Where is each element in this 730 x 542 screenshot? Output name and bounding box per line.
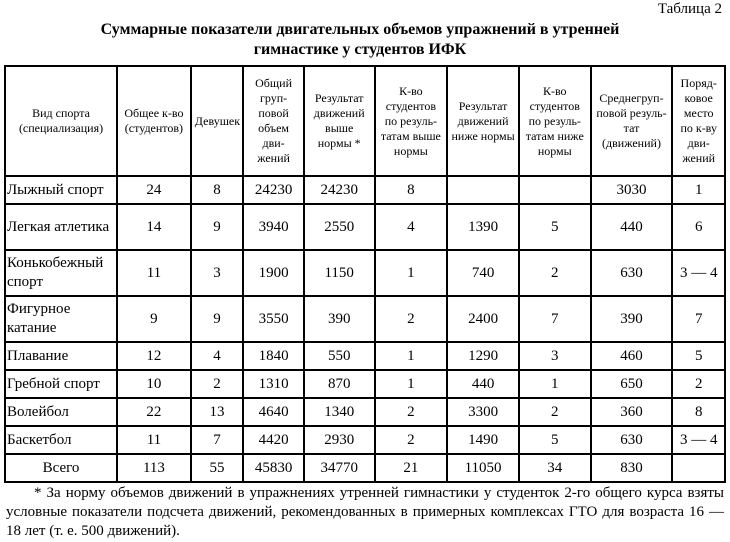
table-cell: 24230	[304, 176, 375, 204]
sport-name-cell: Легкая атлетика	[5, 204, 117, 250]
table-cell: 2930	[304, 426, 375, 454]
table-cell: 9	[191, 204, 244, 250]
table-cell: 7	[191, 426, 244, 454]
table-cell: 3 — 4	[672, 250, 725, 296]
table-cell	[447, 176, 519, 204]
total-cell: 11050	[447, 454, 519, 482]
table-number-label: Таблица 2	[657, 1, 722, 17]
table-cell: 1	[375, 370, 448, 398]
header-cell-students-above: К-во студентов по резуль-татам выше нормы	[375, 66, 448, 176]
table-cell: 390	[591, 296, 673, 342]
sport-name-cell: Конькобежный спорт	[5, 250, 117, 296]
table-cell: 2	[191, 370, 244, 398]
sport-name-cell: Волейбол	[5, 398, 117, 426]
table-title	[40, 20, 680, 60]
table-cell: 740	[447, 250, 519, 296]
table-cell: 870	[304, 370, 375, 398]
table-cell: 1840	[243, 342, 304, 370]
table-cell: 2	[672, 370, 725, 398]
table-cell: 1290	[447, 342, 519, 370]
table-cell: 8	[375, 176, 448, 204]
table-cell: 13	[191, 398, 244, 426]
table-cell: 650	[591, 370, 673, 398]
table-cell: 3	[519, 342, 591, 370]
sport-name-cell: Лыжный спорт	[5, 176, 117, 204]
table-cell: 3030	[591, 176, 673, 204]
table-cell: 1340	[304, 398, 375, 426]
table-cell: 1	[519, 370, 591, 398]
footnote: * За норму объемов движений в упражнениях утренней гимнастики у студенток 2-го общего курса взяты условные показатели подсчета движений, рекомендованных в примерных комплексах ГТО для возраста 16 — 18 лет (т. е. 500 движений).	[6, 485, 724, 539]
table-row	[5, 426, 725, 454]
sport-name-cell: Фигурное катание	[5, 296, 117, 342]
table-cell: 4	[375, 204, 448, 250]
table-cell: 360	[591, 398, 673, 426]
table-cell: 3940	[243, 204, 304, 250]
table-cell: 1	[375, 250, 448, 296]
table-cell: 24	[117, 176, 191, 204]
table-cell: 460	[591, 342, 673, 370]
total-cell: 45830	[243, 454, 304, 482]
table-cell: 390	[304, 296, 375, 342]
title-line-1: Суммарные показатели двигательных объемов упражнений в утренней	[100, 21, 620, 38]
table-cell: 7	[672, 296, 725, 342]
header-cell-total-students: Общее к-во (студентов)	[117, 66, 191, 176]
table-cell: 24230	[243, 176, 304, 204]
header-cell-girls: Девушек	[191, 66, 244, 176]
table-cell: 11	[117, 426, 191, 454]
table-row	[5, 204, 725, 250]
table-cell: 12	[117, 342, 191, 370]
title-line-2: гимнастике у студентов ИФК	[253, 41, 467, 58]
table-cell: 3550	[243, 296, 304, 342]
table-cell: 2	[519, 398, 591, 426]
table-cell: 2	[519, 250, 591, 296]
table-cell: 440	[591, 204, 673, 250]
table-cell: 6	[672, 204, 725, 250]
total-cell: 34770	[304, 454, 375, 482]
summary-table	[4, 65, 726, 483]
table-cell: 1	[672, 176, 725, 204]
table-row	[5, 342, 725, 370]
header-cell-average: Среднегруп-повой резуль-тат (движений)	[591, 66, 673, 176]
table-cell: 550	[304, 342, 375, 370]
table-row	[5, 296, 725, 342]
table-cell: 2	[375, 398, 448, 426]
table-cell: 1310	[243, 370, 304, 398]
total-cell: 21	[375, 454, 448, 482]
table-cell: 4640	[243, 398, 304, 426]
table-cell: 11	[117, 250, 191, 296]
table-cell: 1	[375, 342, 448, 370]
total-cell	[672, 454, 725, 482]
table-row	[5, 176, 725, 204]
table-cell: 22	[117, 398, 191, 426]
table-cell: 630	[591, 426, 673, 454]
table-cell	[519, 176, 591, 204]
header-cell-above-norm: Результат движений выше нормы *	[304, 66, 375, 176]
sport-name-cell: Гребной спорт	[5, 370, 117, 398]
table-cell: 8	[672, 398, 725, 426]
table-cell: 440	[447, 370, 519, 398]
table-cell: 5	[519, 426, 591, 454]
table-cell: 7	[519, 296, 591, 342]
sport-name-cell: Баскетбол	[5, 426, 117, 454]
total-cell: 830	[591, 454, 673, 482]
table-row	[5, 370, 725, 398]
table-cell: 8	[191, 176, 244, 204]
header-row	[5, 66, 725, 176]
table-row	[5, 250, 725, 296]
table-cell: 2	[375, 296, 448, 342]
table-cell: 10	[117, 370, 191, 398]
sport-name-cell: Плавание	[5, 342, 117, 370]
table-cell: 4	[191, 342, 244, 370]
table-cell: 1900	[243, 250, 304, 296]
table-cell: 1490	[447, 426, 519, 454]
table-cell: 630	[591, 250, 673, 296]
table-row	[5, 398, 725, 426]
total-row	[5, 454, 725, 482]
table-cell: 9	[117, 296, 191, 342]
table-cell: 3	[191, 250, 244, 296]
table-cell: 14	[117, 204, 191, 250]
header-cell-rank: Поряд-ковое место по к-ву дви-жений	[672, 66, 725, 176]
table-cell: 2400	[447, 296, 519, 342]
table-cell: 3300	[447, 398, 519, 426]
table-cell: 1390	[447, 204, 519, 250]
total-cell: 55	[191, 454, 244, 482]
table-cell: 1150	[304, 250, 375, 296]
table-cell: 2550	[304, 204, 375, 250]
total-cell: 113	[117, 454, 191, 482]
table-cell: 2	[375, 426, 448, 454]
total-cell: 34	[519, 454, 591, 482]
header-cell-students-below: К-во студентов по резуль-татам ниже нормы	[519, 66, 591, 176]
total-label-cell: Всего	[5, 454, 117, 482]
header-cell-group-volume: Общий груп-повой объем дви-жений	[243, 66, 304, 176]
table-cell: 5	[519, 204, 591, 250]
table-cell: 5	[672, 342, 725, 370]
table-cell: 9	[191, 296, 244, 342]
header-cell-sport: Вид спорта (специализация)	[5, 66, 117, 176]
header-cell-below-norm: Результат движений ниже нормы	[447, 66, 519, 176]
table-cell: 4420	[243, 426, 304, 454]
table-cell: 3 — 4	[672, 426, 725, 454]
